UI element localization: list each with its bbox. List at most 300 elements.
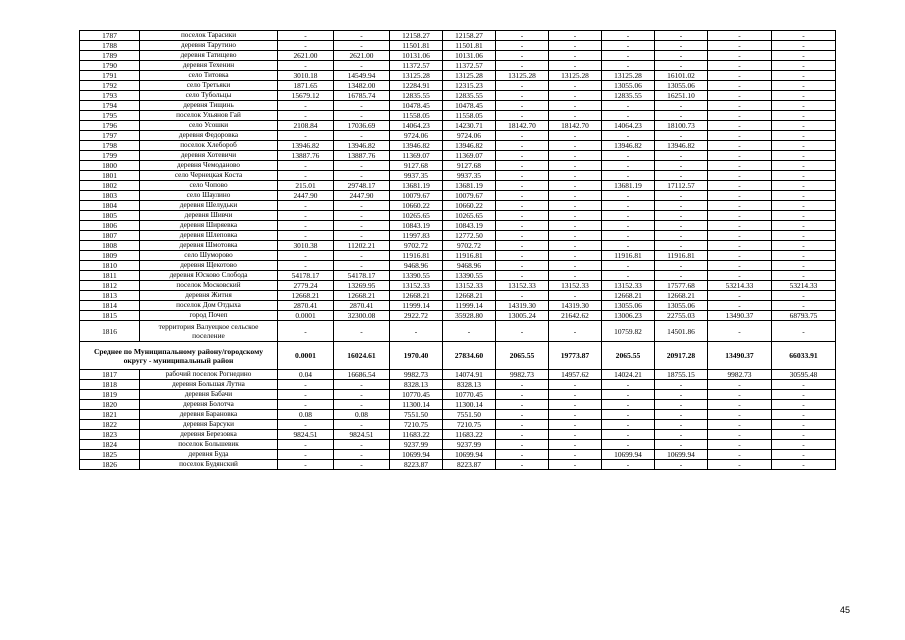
value-cell: - (334, 41, 390, 51)
table-row (80, 191, 836, 201)
row-number-cell: 1823 (80, 430, 140, 440)
average-value-cell: 13490.37 (708, 342, 772, 370)
row-number-cell: 1817 (80, 370, 140, 380)
value-cell: 14319.30 (549, 301, 602, 311)
value-cell: - (549, 390, 602, 400)
value-cell: - (655, 161, 708, 171)
value-cell: 0.04 (278, 370, 334, 380)
value-cell: - (602, 271, 655, 281)
value-cell: - (655, 410, 708, 420)
row-number-cell: 1792 (80, 81, 140, 91)
settlement-name-cell: деревня Шмотовка (140, 241, 278, 251)
settlement-name-cell: деревня Юсково Слобода (140, 271, 278, 281)
value-cell: - (708, 191, 772, 201)
value-cell: 0.0001 (278, 311, 334, 321)
value-cell: 11558.05 (443, 111, 496, 121)
value-cell: - (602, 161, 655, 171)
value-cell: 7210.75 (390, 420, 443, 430)
value-cell: - (496, 251, 549, 261)
table-row (80, 281, 836, 291)
value-cell: - (708, 101, 772, 111)
table-row (80, 71, 836, 81)
value-cell: - (708, 41, 772, 51)
value-cell: - (549, 380, 602, 390)
value-cell: - (549, 221, 602, 231)
value-cell: 8223.87 (390, 460, 443, 470)
value-cell: - (549, 191, 602, 201)
value-cell: 15679.12 (278, 91, 334, 101)
value-cell: - (549, 151, 602, 161)
value-cell: 3010.18 (278, 71, 334, 81)
value-cell: - (708, 81, 772, 91)
value-cell: - (496, 181, 549, 191)
settlement-name-cell: город Почеп (140, 311, 278, 321)
value-cell: - (549, 181, 602, 191)
settlement-name-cell: село Третьяки (140, 81, 278, 91)
value-cell: - (334, 380, 390, 390)
table-row (80, 81, 836, 91)
value-cell: - (549, 410, 602, 420)
table-row (80, 111, 836, 121)
settlement-name-cell: деревня Щекотово (140, 261, 278, 271)
value-cell: - (549, 450, 602, 460)
value-cell: 10699.94 (443, 450, 496, 460)
value-cell: 14074.91 (443, 370, 496, 380)
value-cell: - (708, 161, 772, 171)
value-cell: - (772, 51, 836, 61)
value-cell: - (549, 111, 602, 121)
value-cell: 14501.86 (655, 321, 708, 342)
value-cell: 8223.87 (443, 460, 496, 470)
value-cell: 13681.19 (602, 181, 655, 191)
settlement-name-cell: деревня Бабачи (140, 390, 278, 400)
value-cell: - (772, 231, 836, 241)
value-cell: - (655, 420, 708, 430)
value-cell: - (772, 430, 836, 440)
value-cell: 13946.82 (602, 141, 655, 151)
row-number-cell: 1821 (80, 410, 140, 420)
value-cell: 11999.14 (443, 301, 496, 311)
row-number-cell: 1812 (80, 281, 140, 291)
value-cell: 13005.24 (496, 311, 549, 321)
value-cell: - (708, 291, 772, 301)
settlement-name-cell: деревня Барановка (140, 410, 278, 420)
value-cell: 16785.74 (334, 91, 390, 101)
value-cell: - (278, 390, 334, 400)
value-cell: - (496, 450, 549, 460)
value-cell: - (496, 440, 549, 450)
table-row (80, 410, 836, 420)
value-cell: - (496, 211, 549, 221)
value-cell: 11202.21 (334, 241, 390, 251)
value-cell: 12284.91 (390, 81, 443, 91)
table-row (80, 440, 836, 450)
value-cell: - (708, 440, 772, 450)
value-cell: - (602, 410, 655, 420)
settlement-name-cell: село Титовка (140, 71, 278, 81)
value-cell: 13390.55 (390, 271, 443, 281)
value-cell: - (443, 321, 496, 342)
value-cell: - (772, 251, 836, 261)
value-cell: 10131.06 (443, 51, 496, 61)
value-cell: - (334, 171, 390, 181)
table-row (80, 211, 836, 221)
row-number-cell: 1815 (80, 311, 140, 321)
value-cell: - (549, 31, 602, 41)
value-cell: - (549, 420, 602, 430)
value-cell: - (549, 51, 602, 61)
table-row (80, 420, 836, 430)
value-cell: - (772, 271, 836, 281)
value-cell: - (772, 400, 836, 410)
value-cell: 2621.00 (334, 51, 390, 61)
value-cell: - (708, 410, 772, 420)
value-cell: 2447.90 (278, 191, 334, 201)
table-row (80, 231, 836, 241)
table-row-territory (80, 321, 836, 342)
value-cell: 9824.51 (278, 430, 334, 440)
value-cell: 13006.23 (602, 311, 655, 321)
value-cell: 12668.21 (390, 291, 443, 301)
value-cell: - (602, 111, 655, 121)
value-cell: - (334, 390, 390, 400)
value-cell: - (549, 91, 602, 101)
settlement-name-cell: территория Валуецкое сельское поселение (140, 321, 278, 342)
row-number-cell: 1804 (80, 201, 140, 211)
value-cell: - (602, 201, 655, 211)
settlement-name-cell: деревня Шелудьки (140, 201, 278, 211)
value-cell: - (772, 201, 836, 211)
settlement-name-cell: деревня Житня (140, 291, 278, 301)
value-cell: 11683.22 (443, 430, 496, 440)
settlement-name-cell: село Тубольцы (140, 91, 278, 101)
value-cell: - (708, 151, 772, 161)
value-cell: 13887.76 (334, 151, 390, 161)
value-cell: 1871.65 (278, 81, 334, 91)
value-cell: 12158.27 (390, 31, 443, 41)
value-cell: 11997.83 (390, 231, 443, 241)
row-number-cell: 1791 (80, 71, 140, 81)
value-cell: 12158.27 (443, 31, 496, 41)
value-cell: 14319.30 (496, 301, 549, 311)
average-value-cell: 2065.55 (602, 342, 655, 370)
table-row (80, 221, 836, 231)
value-cell: 13125.28 (602, 71, 655, 81)
value-cell: 22755.03 (655, 311, 708, 321)
value-cell: 13125.28 (390, 71, 443, 81)
table-row (80, 91, 836, 101)
value-cell: - (708, 121, 772, 131)
settlement-name-cell: деревня Чемоданово (140, 161, 278, 171)
value-cell: - (334, 261, 390, 271)
value-cell: - (708, 380, 772, 390)
value-cell: 2447.90 (334, 191, 390, 201)
row-number-cell: 1820 (80, 400, 140, 410)
value-cell: 10079.67 (443, 191, 496, 201)
value-cell: - (278, 221, 334, 231)
average-value-cell: 2065.55 (496, 342, 549, 370)
row-number-cell: 1788 (80, 41, 140, 51)
value-cell: - (496, 31, 549, 41)
value-cell: - (496, 81, 549, 91)
value-cell: - (278, 101, 334, 111)
table-row (80, 51, 836, 61)
value-cell: - (708, 460, 772, 470)
value-cell: 3010.38 (278, 241, 334, 251)
value-cell: - (655, 241, 708, 251)
row-number-cell: 1801 (80, 171, 140, 181)
value-cell: 14549.94 (334, 71, 390, 81)
table-row (80, 380, 836, 390)
value-cell: - (708, 71, 772, 81)
value-cell: - (655, 440, 708, 450)
value-cell: - (278, 171, 334, 181)
value-cell: - (278, 111, 334, 121)
value-cell: - (602, 420, 655, 430)
value-cell: - (772, 61, 836, 71)
value-cell: - (772, 171, 836, 181)
value-cell: - (708, 301, 772, 311)
value-cell: - (602, 430, 655, 440)
value-cell: - (602, 61, 655, 71)
value-cell: - (334, 450, 390, 460)
value-cell: - (655, 211, 708, 221)
value-cell: - (772, 440, 836, 450)
value-cell: - (496, 420, 549, 430)
average-value-cell: 16024.61 (334, 342, 390, 370)
value-cell: 11558.05 (390, 111, 443, 121)
table-row (80, 251, 836, 261)
value-cell: - (602, 231, 655, 241)
value-cell: 7551.50 (390, 410, 443, 420)
value-cell: - (708, 450, 772, 460)
value-cell: - (602, 400, 655, 410)
value-cell: - (772, 261, 836, 271)
value-cell: 11300.14 (390, 400, 443, 410)
value-cell: - (278, 460, 334, 470)
value-cell: 11916.81 (602, 251, 655, 261)
value-cell: 7551.50 (443, 410, 496, 420)
value-cell: - (390, 321, 443, 342)
value-cell: - (708, 390, 772, 400)
value-cell: - (772, 380, 836, 390)
value-cell: - (496, 141, 549, 151)
value-cell: - (602, 390, 655, 400)
value-cell: - (655, 111, 708, 121)
value-cell: - (708, 221, 772, 231)
table-row (80, 61, 836, 71)
value-cell: 18100.73 (655, 121, 708, 131)
value-cell: - (655, 101, 708, 111)
value-cell: - (278, 31, 334, 41)
value-cell: - (278, 450, 334, 460)
value-cell: - (772, 460, 836, 470)
value-cell: 13887.76 (278, 151, 334, 161)
value-cell: 13125.28 (549, 71, 602, 81)
value-cell: 11369.07 (390, 151, 443, 161)
value-cell: 9468.96 (390, 261, 443, 271)
settlement-name-cell: рабочий поселок Рогнедино (140, 370, 278, 380)
row-number-cell: 1799 (80, 151, 140, 161)
value-cell: 13390.55 (443, 271, 496, 281)
value-cell: 12668.21 (602, 291, 655, 301)
settlement-name-cell: деревня Большая Лутна (140, 380, 278, 390)
value-cell: 13055.06 (655, 81, 708, 91)
value-cell: 10699.94 (390, 450, 443, 460)
value-cell: - (496, 430, 549, 440)
value-cell: - (772, 291, 836, 301)
value-cell: 9127.68 (390, 161, 443, 171)
value-cell: - (772, 41, 836, 51)
value-cell: 14024.21 (602, 370, 655, 380)
value-cell: 13152.33 (496, 281, 549, 291)
row-number-cell: 1813 (80, 291, 140, 301)
value-cell: - (602, 131, 655, 141)
average-row (80, 342, 836, 370)
row-number-cell: 1795 (80, 111, 140, 121)
value-cell: - (772, 131, 836, 141)
value-cell: 9127.68 (443, 161, 496, 171)
value-cell: 12668.21 (655, 291, 708, 301)
value-cell: - (496, 131, 549, 141)
value-cell: 54178.17 (334, 271, 390, 281)
value-cell: - (772, 151, 836, 161)
value-cell: - (655, 131, 708, 141)
table-row (80, 201, 836, 211)
value-cell: - (708, 181, 772, 191)
value-cell: 2922.72 (390, 311, 443, 321)
page-number: 45 (839, 605, 850, 615)
row-number-cell: 1814 (80, 301, 140, 311)
value-cell: 10660.22 (390, 201, 443, 211)
value-cell: - (772, 141, 836, 151)
value-cell: - (602, 460, 655, 470)
value-cell: - (549, 241, 602, 251)
value-cell: 11683.22 (390, 430, 443, 440)
value-cell: - (549, 271, 602, 281)
value-cell: 13946.82 (390, 141, 443, 151)
value-cell: - (549, 231, 602, 241)
value-cell: - (334, 101, 390, 111)
value-cell: - (655, 390, 708, 400)
value-cell: - (708, 271, 772, 281)
settlement-name-cell: деревня Шлеповка (140, 231, 278, 241)
value-cell: - (496, 111, 549, 121)
value-cell: - (334, 460, 390, 470)
value-cell: 9937.35 (390, 171, 443, 181)
value-cell: - (708, 31, 772, 41)
value-cell: - (655, 41, 708, 51)
value-cell: - (655, 380, 708, 390)
value-cell: - (549, 101, 602, 111)
value-cell: - (602, 151, 655, 161)
table-row (80, 181, 836, 191)
value-cell: - (772, 390, 836, 400)
value-cell: 8328.13 (443, 380, 496, 390)
value-cell: - (496, 291, 549, 301)
value-cell: - (278, 321, 334, 342)
table-row (80, 241, 836, 251)
value-cell: 17577.68 (655, 281, 708, 291)
value-cell: 17112.57 (655, 181, 708, 191)
row-number-cell: 1826 (80, 460, 140, 470)
value-cell: 13055.06 (602, 81, 655, 91)
value-cell: 9982.73 (390, 370, 443, 380)
value-cell: - (772, 420, 836, 430)
value-cell: - (655, 31, 708, 41)
table-row (80, 390, 836, 400)
value-cell: - (496, 151, 549, 161)
value-cell: - (496, 191, 549, 201)
value-cell: - (708, 211, 772, 221)
value-cell: - (549, 61, 602, 71)
table-row (80, 400, 836, 410)
value-cell: 13681.19 (443, 181, 496, 191)
table-row (80, 430, 836, 440)
value-cell: - (655, 61, 708, 71)
value-cell: - (655, 151, 708, 161)
value-cell: - (655, 430, 708, 440)
value-cell: 2870.41 (278, 301, 334, 311)
value-cell: - (549, 440, 602, 450)
row-number-cell: 1794 (80, 101, 140, 111)
average-label: Среднее по Муниципальному району/городскому округу - муниципальный район (80, 342, 278, 370)
value-cell: 13152.33 (390, 281, 443, 291)
settlement-name-cell: деревня Татищево (140, 51, 278, 61)
settlement-name-cell: деревня Буда (140, 450, 278, 460)
settlement-name-cell: село Усошки (140, 121, 278, 131)
value-cell: 9237.99 (390, 440, 443, 450)
value-cell: 9724.06 (443, 131, 496, 141)
value-cell: - (655, 51, 708, 61)
value-cell: 18755.15 (655, 370, 708, 380)
value-cell: - (549, 251, 602, 261)
value-cell: 9982.73 (496, 370, 549, 380)
value-cell: - (655, 201, 708, 211)
value-cell: - (655, 261, 708, 271)
value-cell: 13946.82 (655, 141, 708, 151)
value-cell: - (708, 231, 772, 241)
value-cell: 54178.17 (278, 271, 334, 281)
value-cell: - (708, 111, 772, 121)
value-cell: 14064.23 (390, 121, 443, 131)
value-cell: 16686.54 (334, 370, 390, 380)
value-cell: 13125.28 (443, 71, 496, 81)
value-cell: - (496, 241, 549, 251)
value-cell: - (496, 201, 549, 211)
settlement-name-cell: село Чернецкая Коста (140, 171, 278, 181)
settlement-name-cell: деревня Шивчи (140, 211, 278, 221)
value-cell: - (602, 211, 655, 221)
row-number-cell: 1818 (80, 380, 140, 390)
value-cell: 11501.81 (390, 41, 443, 51)
value-cell: - (278, 380, 334, 390)
value-cell: 10660.22 (443, 201, 496, 211)
value-cell: 10759.82 (602, 321, 655, 342)
average-value-cell: 20917.28 (655, 342, 708, 370)
value-cell: 10478.45 (390, 101, 443, 111)
value-cell: 2870.41 (334, 301, 390, 311)
value-cell: 17036.69 (334, 121, 390, 131)
value-cell: - (772, 71, 836, 81)
value-cell: - (602, 171, 655, 181)
value-cell: 29748.17 (334, 181, 390, 191)
value-cell: - (772, 191, 836, 201)
table-row (80, 31, 836, 41)
value-cell: 10843.19 (443, 221, 496, 231)
value-cell: - (278, 61, 334, 71)
settlement-name-cell: деревня Березовка (140, 430, 278, 440)
